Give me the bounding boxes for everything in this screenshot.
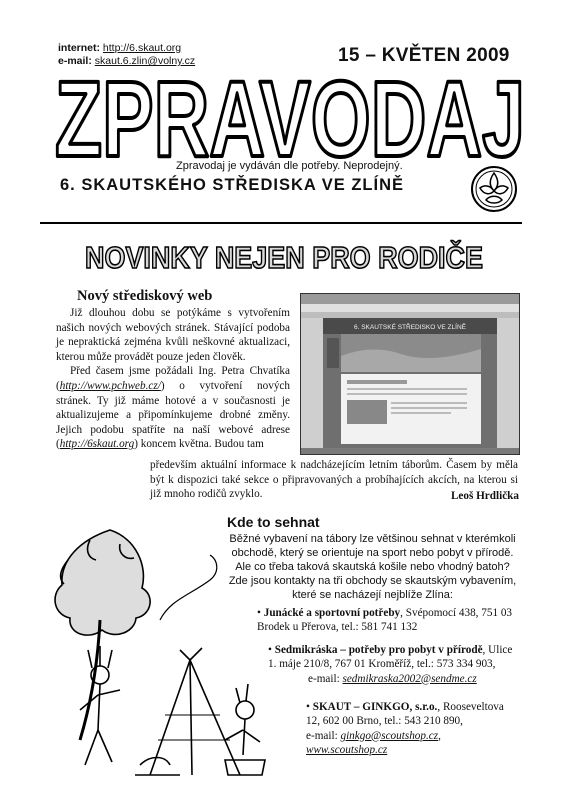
article-paragraph: Zde jsou kontakty na tři obchody se skautským vybavením, které se nacházejí nejblíže Zlína: [228,575,517,601]
email-label: e-mail: [58,55,92,67]
issue-date: 15 – KVĚTEN 2009 [338,45,510,66]
masthead-logo [50,70,530,166]
section-banner [0,236,563,276]
article-title-web: Nový střediskový web [77,288,213,304]
shop-address: , Rooseveltova 12, 602 00 Brno, tel.: 543 210 890, [306,701,504,728]
header-contact [58,42,195,68]
shop-web-link[interactable]: www.scoutshop.cz [306,743,388,756]
internet-label: internet: [58,42,100,54]
pchweb-link[interactable]: http://www.pchweb.cz/ [59,379,161,392]
shop-entry: • Sedmikráska – potřeby pro pobyt v přírodě, Ulice 1. máje 210/8, 767 01 Kroměříž, tel.: 573 334 903, e-mail: sedmikraska2002@sendme.cz [268,644,513,685]
article-paragraph: Běžné vybavení na tábory lze většinou sehnat v kterémkoli obchodě, který se orientuje na sport nebo pobyt v přírodě. [229,533,516,559]
article-paragraph: především aktuální informace k nadcházejícím letním táborům. Časem by měla být k dispozici také sekce o připravovaných a probíhajících akcích, na kterou si již mnoho rodičů zvyklo. [150,459,518,501]
shop-address: , Ulice 1. máje 210/8, 767 01 Kroměříž, tel.: 573 334 903, [268,644,513,671]
shop-address: , Svépomocí 438, 751 03 Brodek u Přerova, tel.: 581 741 132 [257,607,513,634]
shop-name: Junácké a sportovní potřeby [263,607,401,619]
masthead-title: ZPRAVODAJ [55,70,525,166]
section-banner-text: NOVINKY NEJEN PRO RODIČE [85,240,543,275]
email-link[interactable]: skaut.6.zlin@volny.cz [94,55,196,67]
scout-emblem-icon [469,164,519,214]
site-link[interactable]: http://6skaut.org [59,438,135,451]
header-divider [40,222,522,224]
subtitle: Zpravodaj je vydáván dle potřeby. Neprodejný. [176,160,403,172]
shop-entry: • Junácké a sportovní potřeby, Svépomocí 438, 751 03 Brodek u Přerova, tel.: 581 741 132 [257,607,513,634]
article-body-shops [226,532,519,602]
website-link[interactable]: http://6.skaut.org [102,42,182,54]
article-paragraph: Před časem jsme požádali Ing. Petra Chvatíka (http://www.pchweb.cz/) o vytvoření nových stránek. Ty již máme hotové a v současnosti je aktualizujeme a připomínkujeme drobné změny. Jejich podobu spatříte na naší webové adrese (http://6skaut.org) koncem května. Budou tam [56,365,290,451]
shop-name: Sedmikráska – potřeby pro pobyt v přírodě [274,644,483,656]
article-title-shops: Kde to sehnat [227,514,320,530]
shop-name: SKAUT – GINKGO, s.r.o. [312,701,438,713]
masthead [50,70,530,166]
article-paragraph: Již dlouhou dobu se potýkáme s vytvořením našich nových webových stránek. Stávající podoba je nepraktická zejména kvůli neškovné aktualizaci, kterou může provádět pouze jeden člověk. [56,307,290,363]
website-screenshot [300,293,520,455]
shop-email-link[interactable]: ginkgo@scoutshop.cz [340,729,439,742]
article-paragraph: Ale co třeba taková skautská košile nebo vhodný batoh? [235,561,510,573]
screenshot-title: 6. SKAUTSKÉ STŘEDISKO VE ZLÍNĚ [354,324,466,331]
article-author: Leoš Hrdlička [450,490,519,502]
shop-entry: • SKAUT – GINKGO, s.r.o., Rooseveltova 12, 602 00 Brno, tel.: 543 210 890, e-mail: ginkgo@scoutshop.cz, www.scoutshop.cz [306,701,504,756]
article-body-web [56,306,290,452]
organization-title: 6. SKAUTSKÉHO STŘEDISKA VE ZLÍNĚ [60,176,405,194]
shop-email-link[interactable]: sedmikraska2002@sendme.cz [342,672,477,685]
